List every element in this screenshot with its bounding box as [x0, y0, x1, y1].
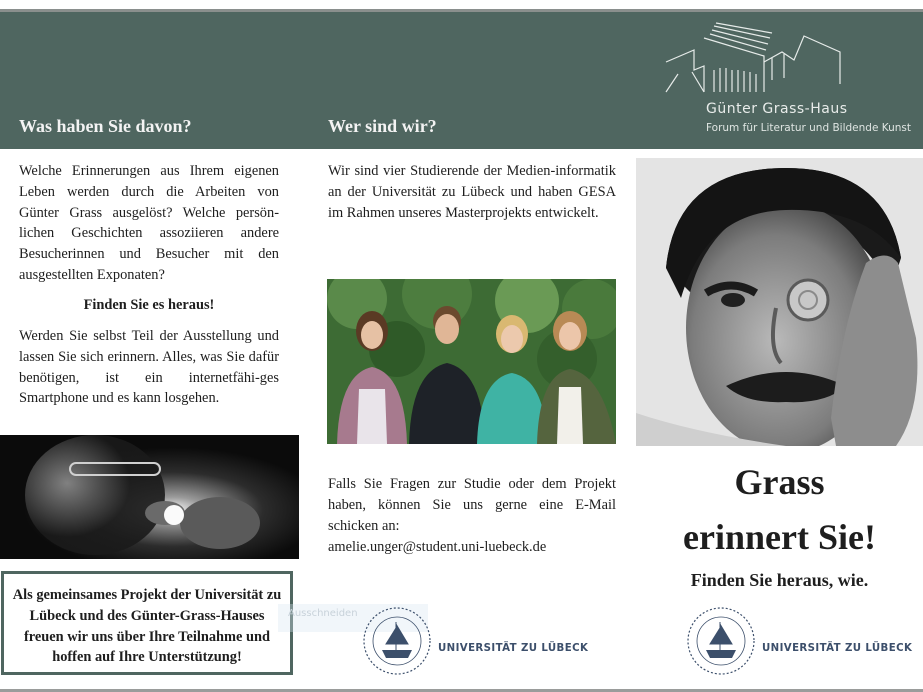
- team-photo: [327, 279, 616, 444]
- photo-grass-pipe: [0, 435, 299, 559]
- project-info-text: Als gemeinsames Projekt der Universität zu Lübeck und des Günter-Grass-Hauses freuen wir uns über Ihre Teilnahme und hoffen auf Ihre Unterstützung!: [12, 587, 282, 666]
- logo-subtitle: Forum für Literatur und Bildende Kunst: [706, 122, 912, 134]
- col1-instructions-text: Werden Sie selbst Teil der Ausstellung und lassen Sie sich erinnern. Alles, was Sie dafür benötigen, ist ein internetfähi-ges Smartphone und es kann losgehen.: [19, 328, 279, 407]
- photo-grass-pipe-image: [0, 435, 299, 559]
- project-info-box: [1, 571, 293, 675]
- photo-grass-portrait: [636, 158, 923, 446]
- col1-title: Was haben Sie davon?: [19, 116, 192, 136]
- col2-intro-text: Wir sind vier Studierende der Medien-informatik an der Universität zu Lübeck und haben GESA im Rahmen unseres Masterprojekts entwickelt.: [328, 163, 616, 221]
- team-photo-image: [327, 279, 616, 444]
- col1-highlight: Finden Sie es heraus!: [83, 297, 215, 313]
- top-border: [0, 0, 923, 6]
- main-subtitle: Finden Sie heraus, wie.: [690, 570, 869, 590]
- contact-email-link[interactable]: amelie.unger@student.uni-luebeck.de: [328, 539, 547, 555]
- university-seal-icon: [362, 606, 432, 676]
- university-seal-icon: [686, 606, 756, 676]
- overlay-fragment: Ausschneiden: [278, 604, 428, 632]
- col2-contact-text: Falls Sie Fragen zur Studie oder dem Projekt haben, können Sie uns gerne eine E-Mail schicken an:: [328, 476, 616, 534]
- logo-name: Günter Grass-Haus: [706, 101, 848, 117]
- main-title-line1: Grass: [734, 462, 825, 502]
- building-logo-icon: [664, 22, 844, 102]
- col1-intro-text: Welche Erinnerungen aus Ihrem eigenen Leben werden durch die Arbeiten von Günter Grass ausgelöst? Welche persön-lichen Geschichten assoziieren andere Besucherinnen und Besucher mit den ausgestellten Exponaten?: [19, 163, 279, 283]
- photo-grass-portrait-image: [636, 158, 923, 446]
- university-label: UNIVERSITÄT ZU LÜBECK: [438, 643, 589, 654]
- grass-haus-logo: [660, 22, 923, 142]
- main-title-line2: erinnert Sie!: [683, 517, 876, 557]
- university-label: UNIVERSITÄT ZU LÜBECK: [762, 643, 913, 654]
- col2-title: Wer sind wir?: [328, 116, 437, 136]
